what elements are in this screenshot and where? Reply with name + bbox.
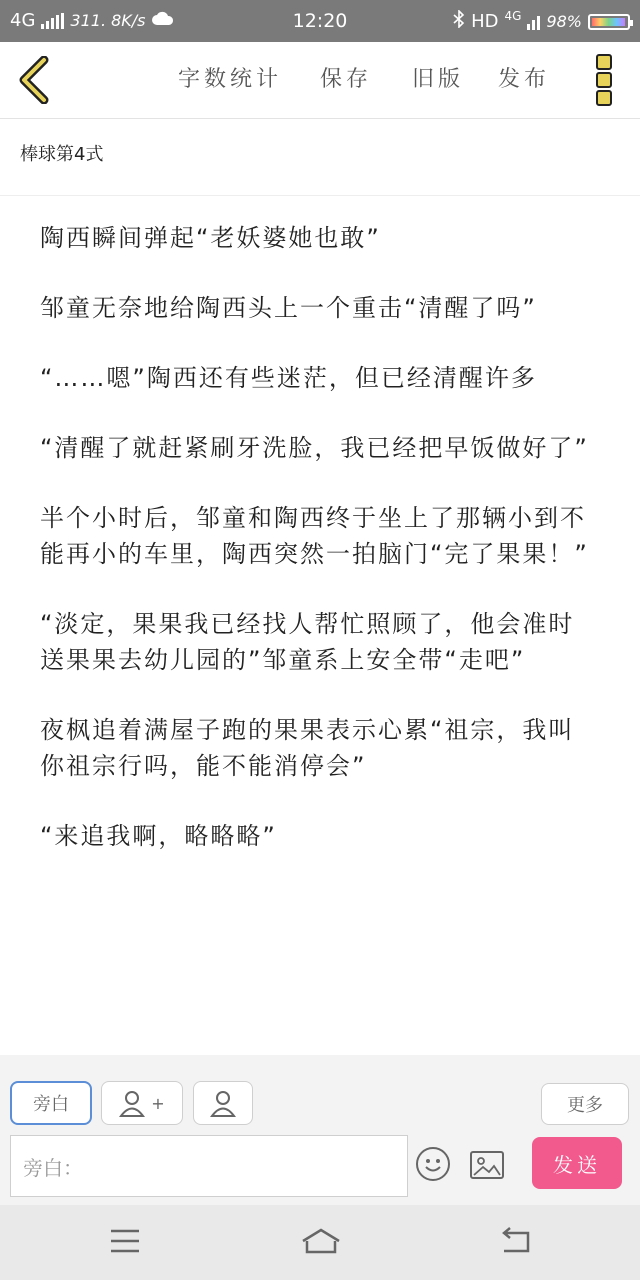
- word-count-button[interactable]: 字数统计: [178, 67, 283, 92]
- menu-icon[interactable]: [108, 1227, 142, 1255]
- system-nav-bar: [0, 1205, 640, 1280]
- more-menu-icon[interactable]: [596, 54, 614, 106]
- narration-input[interactable]: 旁白：: [10, 1135, 408, 1197]
- narration-tab[interactable]: 旁白: [10, 1081, 92, 1125]
- publish-button[interactable]: 发布: [498, 67, 551, 92]
- battery-percent: 98%: [546, 12, 582, 31]
- editor-panel: [0, 1055, 640, 1205]
- status-bar: [0, 0, 640, 42]
- paragraph: 半个小时后，邹童和陶西终于坐上了那辆小到不能再小的车里，陶西突然一拍脑门“完了果果！”: [40, 504, 589, 568]
- status-right: [453, 10, 630, 33]
- more-button[interactable]: 更多: [541, 1083, 629, 1125]
- bluetooth-icon: [453, 10, 465, 33]
- paragraph: “来追我啊，略略略”: [40, 822, 277, 850]
- network2-label: 4G: [504, 8, 522, 23]
- paragraph: 夜枫追着满屋子跑的果果表示心累“祖宗，我叫你祖宗行吗，能不能消停会”: [40, 716, 575, 780]
- send-button[interactable]: 发送: [532, 1137, 622, 1189]
- person-icon: [210, 1089, 236, 1117]
- home-icon[interactable]: [300, 1227, 342, 1255]
- back-button[interactable]: [16, 56, 56, 104]
- character-button[interactable]: [193, 1081, 253, 1125]
- image-icon[interactable]: [470, 1151, 504, 1179]
- old-version-button[interactable]: 旧版: [412, 67, 465, 92]
- paragraph: “清醒了就赶紧刷牙洗脸，我已经把早饭做好了”: [40, 434, 589, 462]
- top-toolbar: [0, 42, 640, 119]
- paragraph: 陶西瞬间弹起“老妖婆她也敢”: [40, 224, 381, 252]
- chevron-left-icon: [16, 56, 56, 104]
- signal-icon-2: [527, 14, 540, 30]
- network-speed: 311. 8K/s: [70, 11, 146, 30]
- plus-label: +: [151, 1093, 165, 1113]
- save-button[interactable]: 保存: [320, 67, 373, 92]
- divider: [0, 195, 640, 196]
- emoji-icon[interactable]: [416, 1147, 450, 1181]
- hd-label: HD: [471, 11, 499, 32]
- chapter-title[interactable]: 棒球第4式: [20, 144, 104, 165]
- battery-icon: [588, 14, 630, 30]
- network-label: 4G: [10, 10, 36, 31]
- clock: 12:20: [292, 10, 348, 32]
- paragraph: “……嗯”陶西还有些迷茫，但已经清醒许多: [40, 364, 537, 392]
- back-nav-icon[interactable]: [498, 1227, 532, 1255]
- story-content[interactable]: [40, 220, 600, 888]
- paragraph: 邹童无奈地给陶西头上一个重击“清醒了吗”: [40, 294, 537, 322]
- add-character-button[interactable]: [101, 1081, 183, 1125]
- person-icon: [119, 1089, 145, 1117]
- paragraph: “淡定，果果我已经找人帮忙照顾了，他会准时送果果去幼儿园的”邹童系上安全带“走吧”: [40, 610, 575, 674]
